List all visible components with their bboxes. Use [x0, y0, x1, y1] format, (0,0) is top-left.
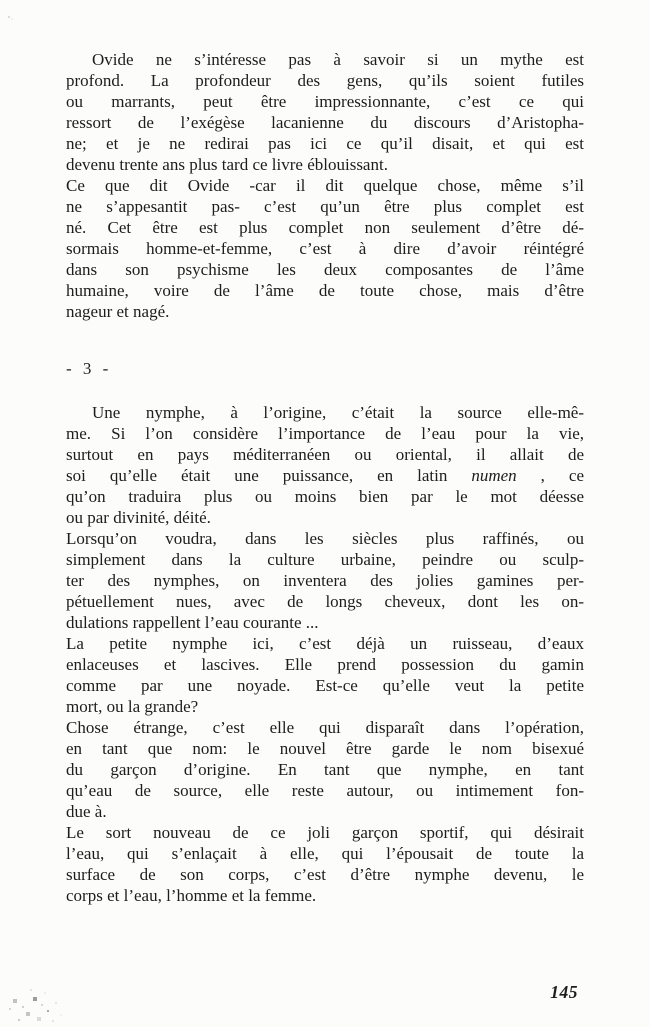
page-number: 145 [550, 982, 578, 1002]
text-line [66, 864, 584, 885]
text-segment: comme par une noyade. Est-ce qu’elle veut la petite [66, 676, 584, 695]
text-line [66, 49, 584, 70]
text-line [66, 444, 584, 465]
text-segment: Une nymphe, à l’origine, c’était la source elle-mê- [92, 403, 584, 422]
paragraph [66, 528, 584, 633]
text-line [66, 70, 584, 91]
text-line [66, 301, 584, 322]
text-line [66, 633, 584, 654]
text-line [66, 402, 584, 423]
text-segment: sormais homme-et-femme, c’est à dire d’avoir réintégré [66, 239, 584, 258]
text-line [66, 591, 584, 612]
text-line [66, 780, 584, 801]
text-line [66, 528, 584, 549]
text-line [66, 654, 584, 675]
text-segment: ne; et je ne redirai pas ici ce qu’il disait, et qui est [66, 134, 584, 153]
text-line [66, 570, 584, 591]
text-line [66, 507, 584, 528]
text-line [66, 549, 584, 570]
text-line [66, 133, 584, 154]
text-segment: mort, ou la grande? [66, 697, 199, 716]
text-line [66, 91, 584, 112]
italic-term: numen [471, 466, 517, 485]
text-line [66, 175, 584, 196]
text-segment: nageur et nagé. [66, 302, 170, 321]
paragraph [66, 717, 584, 822]
text-line [66, 196, 584, 217]
text-line [66, 154, 584, 175]
paragraph [66, 175, 584, 322]
text-segment: , ce [516, 466, 584, 485]
text-line [66, 238, 584, 259]
text-segment: Lorsqu’on voudra, dans les siècles plus raffinés, ou [66, 529, 584, 548]
text-segment: Le sort nouveau de ce joli garçon sportif, qui désirait [66, 823, 584, 842]
text-segment: Chose étrange, c’est elle qui disparaît dans l’opération, [66, 718, 584, 737]
text-segment: ter des nymphes, on inventera des jolies gamines per- [66, 571, 584, 590]
paragraph [66, 822, 584, 906]
text-line [66, 675, 584, 696]
text-segment: humaine, voire de l’âme de toute chose, mais d’être [66, 281, 584, 300]
text-segment: surface de son corps, c’est d’être nymphe devenu, le [66, 865, 584, 884]
paragraph [66, 49, 584, 175]
text-segment: devenu trente ans plus tard ce livre éblouissant. [66, 155, 388, 174]
text-segment: ressort de l’exégèse lacanienne du discours d’Aristopha- [66, 113, 584, 132]
text-segment: ou par divinité, déité. [66, 508, 211, 527]
text-line [66, 280, 584, 301]
text-segment: surtout en pays méditerranéen ou oriental, il allait de [66, 445, 584, 464]
text-segment: dulations rappellent l’eau courante ... [66, 613, 319, 632]
text-line [66, 259, 584, 280]
text-segment: La petite nymphe ici, c’est déjà un ruisseau, d’eaux [66, 634, 584, 653]
text-segment: Ce que dit Ovide -car il dit quelque chose, même s’il [66, 176, 584, 195]
text-line [66, 738, 584, 759]
text-segment: ou marrants, peut être impressionnante, c’est ce qui [66, 92, 584, 111]
text-segment: soi qu’elle était une puissance, en latin [66, 466, 472, 485]
text-segment: corps et l’eau, l’homme et la femme. [66, 886, 317, 905]
text-segment: simplement dans la culture urbaine, peindre ou sculp- [66, 550, 584, 569]
text-line [66, 759, 584, 780]
scan-noise [0, 0, 2, 2]
text-line [66, 612, 584, 633]
text-line [66, 843, 584, 864]
text-segment: pétuellement nues, avec de longs cheveux, dont les on- [66, 592, 584, 611]
paragraph [66, 402, 584, 528]
text-line [66, 801, 584, 822]
text-line [66, 423, 584, 444]
text-segment: dans son psychisme les deux composantes de l’âme [66, 260, 584, 279]
text-segment: du garçon d’origine. En tant que nymphe, en tant [66, 760, 584, 779]
text-segment: l’eau, qui s’enlaçait à elle, qui l’épousait de toute la [66, 844, 584, 863]
text-segment: enlaceuses et lascives. Elle prend possession du gamin [66, 655, 584, 674]
text-segment: Ovide ne s’intéresse pas à savoir si un mythe est [92, 50, 584, 69]
section-heading: - 3 - [66, 359, 109, 378]
text-segment: en tant que nom: le nouvel être garde le nom bisexué [66, 739, 584, 758]
text-block [66, 49, 584, 906]
text-segment: due à. [66, 802, 107, 821]
text-line [66, 465, 584, 486]
text-line [66, 885, 584, 906]
text-segment: me. Si l’on considère l’importance de l’eau pour la vie, [66, 424, 584, 443]
text-line [66, 822, 584, 843]
text-segment: qu’on traduira plus ou moins bien par le mot déesse [66, 487, 584, 506]
text-line [66, 486, 584, 507]
text-line [66, 717, 584, 738]
text-line [66, 696, 584, 717]
text-segment: qu’eau de source, elle reste autour, ou intimement fon- [66, 781, 584, 800]
text-line [66, 112, 584, 133]
text-segment: profond. La profondeur des gens, qu’ils soient futiles [66, 71, 584, 90]
text-segment: ne s’appesantit pas- c’est qu’un être plus complet est [66, 197, 584, 216]
paragraph [66, 633, 584, 717]
text-line [66, 217, 584, 238]
text-segment: né. Cet être est plus complet non seulement d’être dé- [66, 218, 584, 237]
